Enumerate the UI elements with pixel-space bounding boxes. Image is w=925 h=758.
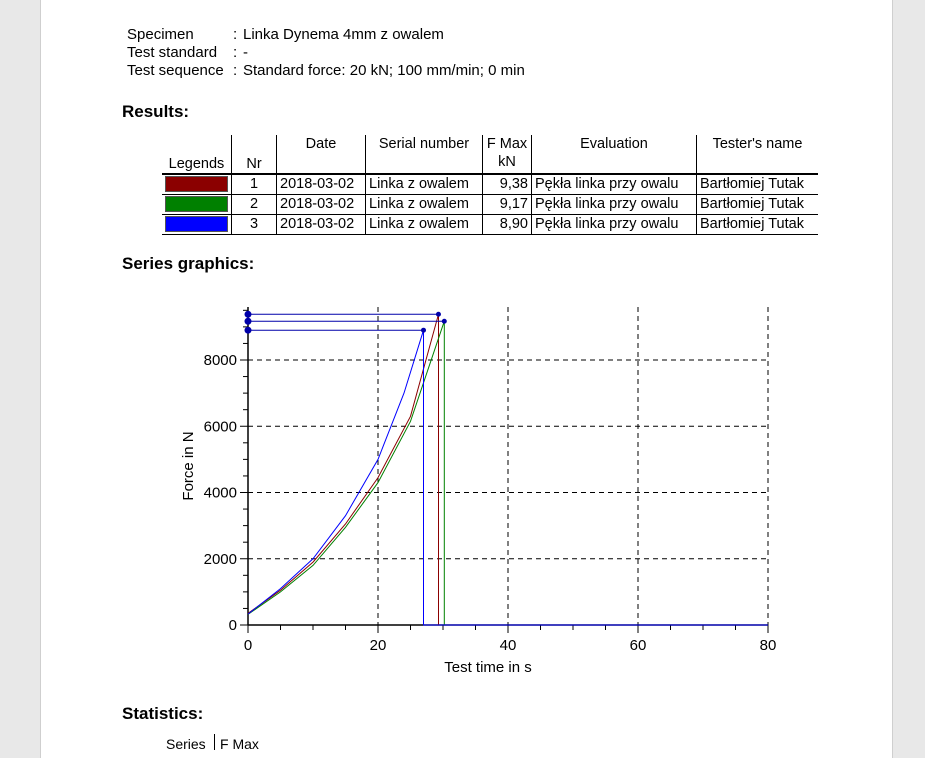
stats-series-header: Series xyxy=(166,736,206,752)
tester-header: Tester's name xyxy=(697,135,819,174)
evaluation-cell: Pękła linka przy owalu xyxy=(532,174,697,195)
tester-cell: Bartłomiej Tutak xyxy=(697,174,819,195)
x-tick-label: 0 xyxy=(243,637,253,654)
serial-cell: Linka z owalem xyxy=(366,195,483,215)
fmax-header-line2: kN xyxy=(498,154,516,170)
y-tick-label: 8000 xyxy=(203,352,237,369)
max-axis-marker xyxy=(245,311,252,318)
max-point-marker xyxy=(436,312,441,317)
y-tick-label: 6000 xyxy=(203,418,237,436)
y-tick-label: 2000 xyxy=(203,550,237,568)
nr-cell: 1 xyxy=(232,174,277,195)
nr-cell: 3 xyxy=(232,215,277,235)
legend-swatch xyxy=(165,196,228,212)
evaluation-cell: Pękła linka przy owalu xyxy=(532,195,697,215)
colon: : xyxy=(233,26,238,43)
serial-cell: Linka z owalem xyxy=(366,215,483,235)
legend-cell xyxy=(162,215,232,235)
legend-swatch xyxy=(165,176,228,192)
results-row xyxy=(162,174,818,195)
legend-cell xyxy=(162,174,232,195)
test-standard-label: Test standard xyxy=(127,44,218,61)
x-tick-label: 60 xyxy=(629,637,647,654)
max-point-marker xyxy=(421,328,426,333)
results-row xyxy=(162,195,818,215)
colon: : xyxy=(233,62,238,79)
test-sequence-value: Standard force: 20 kN; 100 mm/min; 0 min xyxy=(243,62,525,79)
specimen-value: Linka Dynema 4mm z owalem xyxy=(243,26,444,43)
nr-cell: 2 xyxy=(232,195,277,215)
x-tick-label: 20 xyxy=(369,637,387,654)
force-time-chart xyxy=(171,298,831,688)
fmax-header xyxy=(483,135,532,174)
results-title: Results: xyxy=(122,102,190,121)
x-axis-label: Test time in s xyxy=(444,659,532,676)
legend-cell xyxy=(162,195,232,215)
results-row xyxy=(162,215,818,235)
specimen-label: Specimen xyxy=(127,26,194,43)
tester-cell: Bartłomiej Tutak xyxy=(697,195,819,215)
legends-header: Legends xyxy=(168,156,225,172)
statistics-title: Statistics: xyxy=(122,704,204,723)
stats-divider xyxy=(214,734,215,750)
evaluation-cell: Pękła linka przy owalu xyxy=(532,215,697,235)
x-tick-label: 40 xyxy=(499,637,517,654)
date-cell: 2018-03-02 xyxy=(277,215,366,235)
legend-swatch xyxy=(165,216,228,232)
max-axis-marker xyxy=(245,327,252,334)
stats-fmax-header: F Max xyxy=(220,736,259,752)
max-axis-marker xyxy=(245,318,252,325)
series-graphics-title: Series graphics: xyxy=(122,254,255,273)
fmax-cell: 9,38 xyxy=(483,174,532,195)
fmax-header-line1: F Max xyxy=(486,136,528,152)
serial-cell: Linka z owalem xyxy=(366,174,483,195)
y-axis-label: Force in N xyxy=(180,431,197,501)
y-tick-label: 0 xyxy=(228,617,237,634)
test-standard-value: - xyxy=(243,44,248,61)
serial-header: Serial number xyxy=(366,135,483,174)
y-tick-label: 4000 xyxy=(203,484,237,502)
tester-cell: Bartłomiej Tutak xyxy=(697,215,819,235)
evaluation-header: Evaluation xyxy=(532,135,697,174)
colon: : xyxy=(233,44,238,61)
nr-header: Nr xyxy=(232,135,277,174)
report-page xyxy=(40,0,893,758)
date-cell: 2018-03-02 xyxy=(277,174,366,195)
fmax-cell: 9,17 xyxy=(483,195,532,215)
date-cell: 2018-03-02 xyxy=(277,195,366,215)
date-header: Date xyxy=(277,135,366,174)
results-table xyxy=(162,135,818,235)
max-point-marker xyxy=(442,319,447,324)
test-sequence-label: Test sequence xyxy=(127,62,224,79)
fmax-cell: 8,90 xyxy=(483,215,532,235)
x-tick-label: 80 xyxy=(759,637,777,654)
